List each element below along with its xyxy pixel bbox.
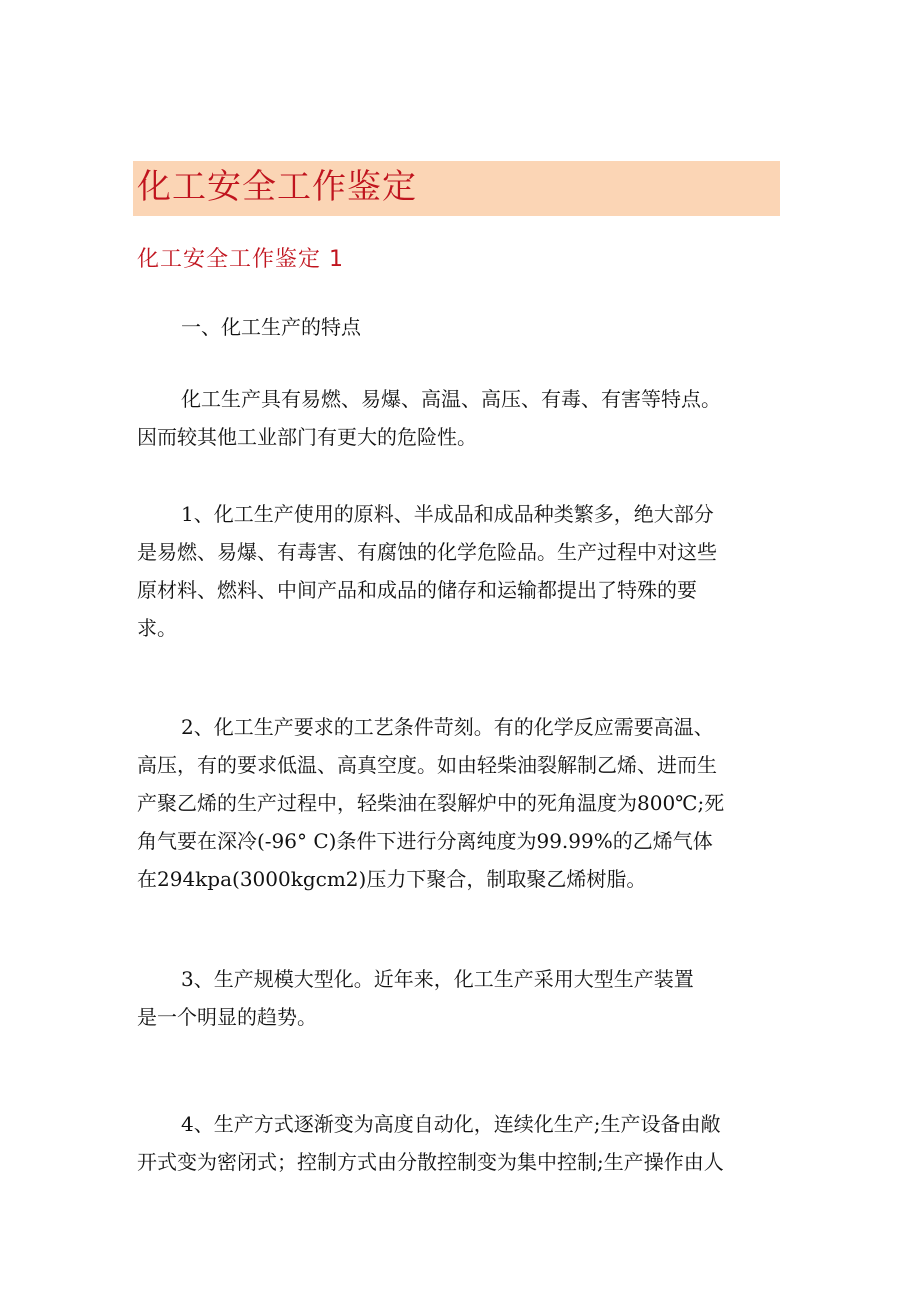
title-banner (133, 161, 780, 216)
section-heading: 化工安全工作鉴定 1 (137, 247, 344, 272)
paragraph-point-2 (137, 708, 787, 898)
paragraph-intro (137, 380, 787, 456)
paragraph-line: 1、化工生产使用的原料、半成品和成品种类繁多，绝大部分 (181, 502, 714, 526)
paragraph-line: 在294kpa(3000kgcm2)压力下聚合，制取聚乙烯树脂。 (137, 867, 647, 891)
paragraph-line: 2、化工生产要求的工艺条件苛刻。有的化学反应需要高温、 (181, 715, 714, 739)
paragraph-line: 角气要在深冷(-96° C)条件下进行分离纯度为99.99%的乙烯气体 (137, 829, 713, 853)
document-title: 化工安全工作鉴定 (137, 167, 417, 207)
paragraph-line: 原材料、燃料、中间产品和成品的储存和运输都提出了特殊的要 (137, 578, 697, 602)
paragraph-line: 一、化工生产的特点 (181, 315, 361, 339)
paragraph-line: 求。 (137, 616, 177, 640)
paragraph-line: 是一个明显的趋势。 (137, 1005, 317, 1029)
paragraph-line: 3、生产规模大型化。近年来，化工生产采用大型生产装置 (181, 967, 694, 991)
paragraph-point-3 (137, 960, 787, 1036)
paragraph-heading-characteristics (137, 308, 787, 346)
paragraph-line: 因而较其他工业部门有更大的危险性。 (137, 425, 477, 449)
paragraph-point-4 (137, 1105, 787, 1181)
paragraph-line: 4、生产方式逐渐变为高度自动化，连续化生产;生产设备由敞 (181, 1112, 721, 1136)
paragraph-line: 产聚乙烯的生产过程中，轻柴油在裂解炉中的死角温度为800℃;死 (137, 791, 725, 815)
paragraph-line: 是易燃、易爆、有毒害、有腐蚀的化学危险品。生产过程中对这些 (137, 540, 717, 564)
paragraph-point-1 (137, 495, 787, 647)
paragraph-line: 开式变为密闭式；控制方式由分散控制变为集中控制;生产操作由人 (137, 1150, 724, 1174)
paragraph-line: 高压，有的要求低温、高真空度。如由轻柴油裂解制乙烯、进而生 (137, 753, 717, 777)
paragraph-line: 化工生产具有易燃、易爆、高温、高压、有毒、有害等特点。 (181, 387, 721, 411)
